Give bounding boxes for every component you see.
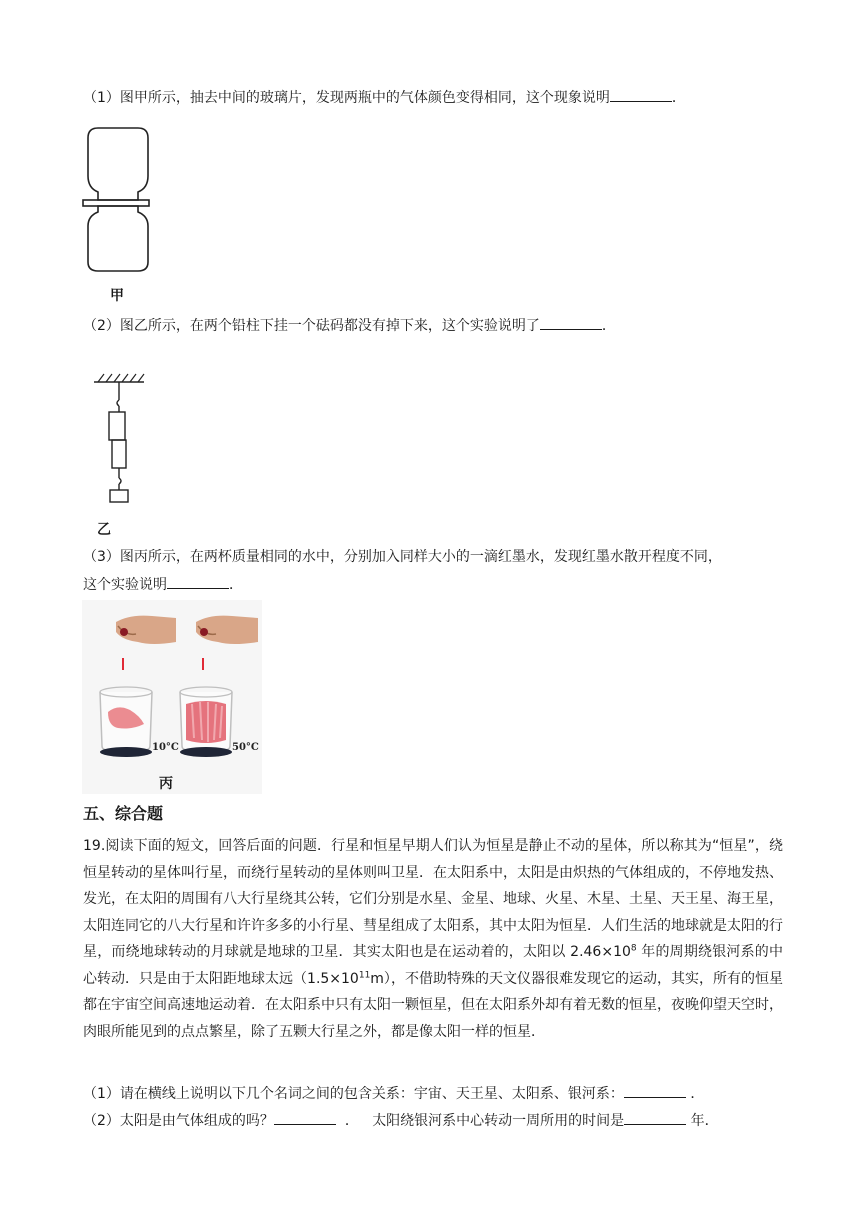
question-3-text: 这个实验说明 (83, 577, 167, 593)
figure-jia-label: 甲 (110, 288, 124, 304)
figure-bing-label: 丙 (159, 776, 173, 792)
answer-blank[interactable] (274, 1110, 336, 1125)
answer-blank[interactable] (540, 315, 602, 330)
answer-blank[interactable] (610, 87, 672, 102)
sub-2-text-b: 太阳绕银河系中心转动一周所用的时间是 (372, 1113, 625, 1129)
figure-yi-label: 乙 (97, 522, 111, 538)
answer-blank[interactable] (624, 1083, 686, 1098)
temp-label-right: 50°C (232, 742, 259, 753)
question-19-sub-2: （2）太阳是由气体组成的吗？ ． 太阳绕银河系中心转动一周所用的时间是 年． (83, 1110, 719, 1131)
temp-label-left: 10°C (152, 742, 179, 753)
question-3-line1: （3）图丙所示，在两杯质量相同的水中，分别加入同样大小的一滴红墨水，发现红墨水散开程度不同， (83, 549, 722, 565)
sub-2-unit: 年． (690, 1113, 719, 1129)
question-1-text: （1）图甲所示，抽去中间的玻璃片，发现两瓶中的气体颜色变得相同，这个现象说明 (83, 90, 610, 106)
question-19-sub-1: （1）请在横线上说明以下几个名词之间的包含关系：宇宙、天王星、太阳系、银河系： ． (83, 1083, 704, 1104)
beakers-illustration (82, 600, 262, 794)
figure-jia-bottles (82, 126, 152, 274)
question-2: （2）图乙所示，在两个铅柱下挂一个砝码都没有掉下来，这个实验说明了 ． (83, 315, 616, 336)
answer-blank[interactable] (624, 1110, 686, 1125)
figure-bing-ink-diffusion (82, 600, 262, 794)
question-19-passage: 19.阅读下面的短文，回答后面的问题．行星和恒星早期人们认为恒星是静止不动的星体，所以称其为“恒星”，绕恒星转动的星体叫行星，而绕行星转动的星体则叫卫星．在太阳系中，太阳是由炽热的气体组成的，不停地发热、发光，在太阳的周围有八大行星绕其公转，它们分别是水星、金星、地球、火星、木星、土星、天王星、海王星，太阳连同它的八大行星和许许多多的小行星、彗星组成了太阳系，其中太阳为恒星．人们生活的地球就是太阳的行星，而绕地球转动的月球就是地球的卫星．其实太阳也是在运动着的，太阳以 $2.46\times 10^8$ 年的周期绕银河系的中心转动．只是由于太阳距地球太远$(1.5\times 10^{11}m)$，不借助特殊的天文仪器很难发现它的运动，其实，所有的恒星都在宇宙空间高速地运动着．在太阳系中只有太阳一颗恒星，但在太阳系外却有着无数的恒星，夜晚仰望天空时，肉眼所能见到的点点繁星，除了五颗大行星之外，都是像太阳一样的恒星． (83, 838, 783, 1040)
question-1: （1）图甲所示，抽去中间的玻璃片，发现两瓶中的气体颜色变得相同，这个现象说明 ． (83, 87, 686, 108)
question-2-text: （2）图乙所示，在两个铅柱下挂一个砝码都没有掉下来，这个实验说明了 (83, 318, 540, 334)
figure-yi-lead-columns (92, 370, 146, 508)
section-title: 五、综合题 (83, 804, 164, 823)
sub-2-text-a: （2）太阳是由气体组成的吗？ (83, 1113, 274, 1129)
sub-1-text: （1）请在横线上说明以下几个名词之间的包含关系：宇宙、天王星、太阳系、银河系： (83, 1086, 624, 1102)
question-3-line2: 这个实验说明 ． (83, 574, 243, 595)
answer-blank[interactable] (167, 574, 229, 589)
